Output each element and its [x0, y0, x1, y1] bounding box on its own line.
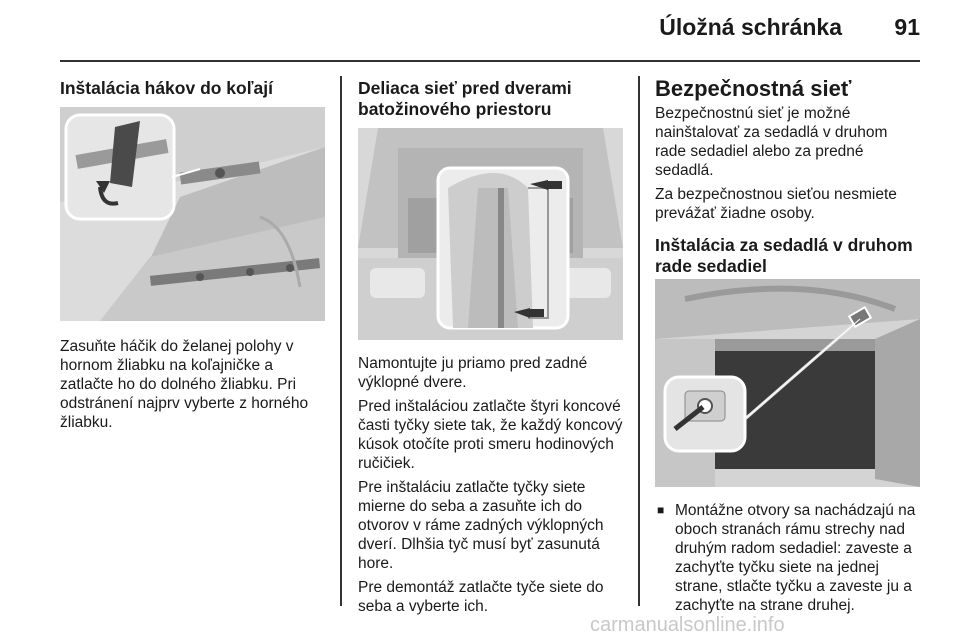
safety-net-illustration: [655, 279, 920, 487]
column-3: [655, 74, 920, 615]
paragraph: Za bezpečnostnou sieťou nesmiete prevážať žiadne osoby.: [655, 186, 897, 222]
list-item: ■ Montážne otvory sa nachádzajú na oboch stranách rámu strechy nad druhým radom sedadiel: zaveste a zachyťte tyčku siete na jednej strane, stlačte tyčku a zaveste ju a zachyťte na strane druhej.: [655, 501, 920, 615]
rail-hooks-illustration: [60, 107, 325, 321]
column-1: [60, 74, 325, 432]
page-header: [0, 0, 960, 60]
page-number: 91: [894, 14, 920, 40]
figure-rail-hooks: [60, 107, 325, 321]
paragraph: Pred inštaláciou zatlačte štyri koncové časti tyčky siete tak, že každý koncový kúsok otočíte proti smeru hodinových ručičiek.: [358, 398, 623, 472]
figure-divider-net: [358, 128, 623, 340]
divider-net-illustration: [358, 128, 623, 340]
heading-safety-net: Bezpečnostná sieť: [655, 76, 852, 101]
column-2: [358, 74, 623, 616]
watermark: carmanualsonline.info: [590, 614, 785, 636]
column-divider-2: [638, 76, 640, 606]
figure-safety-net: [655, 279, 920, 487]
paragraph: Zasuňte háčik do želanej polohy v hornom žliabku na koľajničke a zatlačte ho do dolného žliabku. Pri odstránení najprv vyberte z horného žliabku.: [60, 338, 309, 431]
column-divider-1: [340, 76, 342, 606]
paragraph: Pre demontáž zatlačte tyče siete do seba a vyberte ich.: [358, 579, 604, 615]
paragraph: Bezpečnostnú sieť je možné nainštalovať za sedadlá v druhom rade sedadiel alebo za predné sedadlá.: [655, 105, 888, 179]
bullet-list: [655, 501, 920, 615]
paragraph: Namontujte ju priamo pred zadné výklopné dvere.: [358, 355, 588, 391]
paragraph: Pre inštaláciu zatlačte tyčky siete mierne do seba a zasuňte ich do otvorov v ráme zadných výklopných dverí. Dlhšia tyč musí byť zasunutá hore.: [358, 479, 604, 572]
subheading-second-row: Inštalácia za sedadlá v druhom rade sedadiel: [655, 235, 913, 276]
section-title: Úložná schránka: [659, 14, 842, 40]
heading-divider-net: Deliaca sieť pred dverami batožinového priestoru: [358, 78, 572, 119]
header-divider: [60, 60, 920, 62]
heading-rail-hooks: Inštalácia hákov do koľají: [60, 78, 273, 98]
